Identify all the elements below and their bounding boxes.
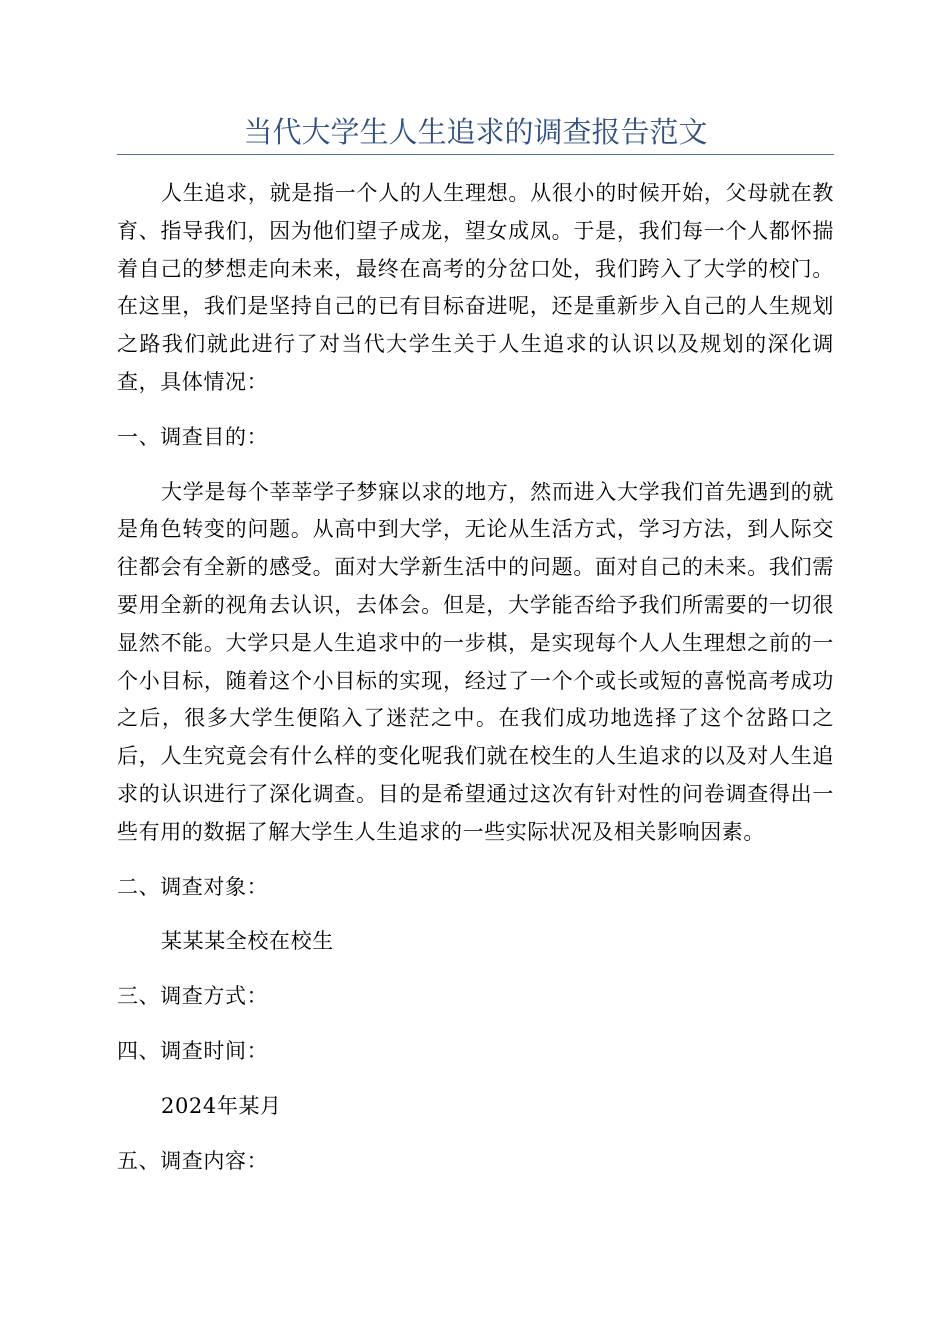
document-body (117, 175, 834, 1180)
document-title: 当代大学生人生追求的调查报告范文 (243, 115, 708, 149)
section-heading-method: 三、调查方式： (117, 984, 269, 1009)
section-paragraph-purpose: 大学是每个莘莘学子梦寐以求的地方，然而进入大学我们首先遇到的就是角色转变的问题。从高中到大学，无论从生活方式，学习方法，到人际交往都会有全新的感受。面对大学新生活中的问题。面对自己的未来。我们需要用全新的视角去认识，去体会。但是，大学能否给予我们所需要的一切很显然不能。大学只是人生追求中的一步棋，是实现每个人人生理想之前的一个小目标，随着这个小目标的实现，经过了一个个或长或短的喜悦高考成功之后，很多大学生便陷入了迷茫之中。在我们成功地选择了这个岔路口之后，人生究竟会有什么样的变化呢我们就在校生的人生追求的以及对人生追求的认识进行了深化调查。目的是希望通过这次有针对性的问卷调查得出一些有用的数据了解大学生人生追求的一些实际状况及相关影响因素。 (117, 479, 834, 844)
section-heading-content: 五、调查内容： (117, 1148, 269, 1173)
section-heading-subjects: 二、调查对象： (117, 874, 269, 899)
section-text-subjects: 某某某全校在校生 (161, 929, 334, 954)
title-underline (117, 154, 834, 155)
section-heading-time: 四、调查时间： (117, 1038, 269, 1063)
document-page (117, 112, 834, 1197)
intro-paragraph: 人生追求，就是指一个人的人生理想。从很小的时候开始，父母就在教育、指导我们，因为他们望子成龙，望女成凤。于是，我们每一个人都怀揣着自己的梦想走向未来，最终在高考的分岔口处，我们跨入了大学的校门。在这里，我们是坚持自己的已有目标奋进呢，还是重新步入自己的人生规划之路我们就此进行了对当代大学生关于人生追求的认识以及规划的深化调查，具体情况： (117, 181, 834, 394)
section-heading-purpose: 一、调查目的： (117, 424, 269, 449)
section-text-time: 2024年某月 (161, 1093, 282, 1118)
